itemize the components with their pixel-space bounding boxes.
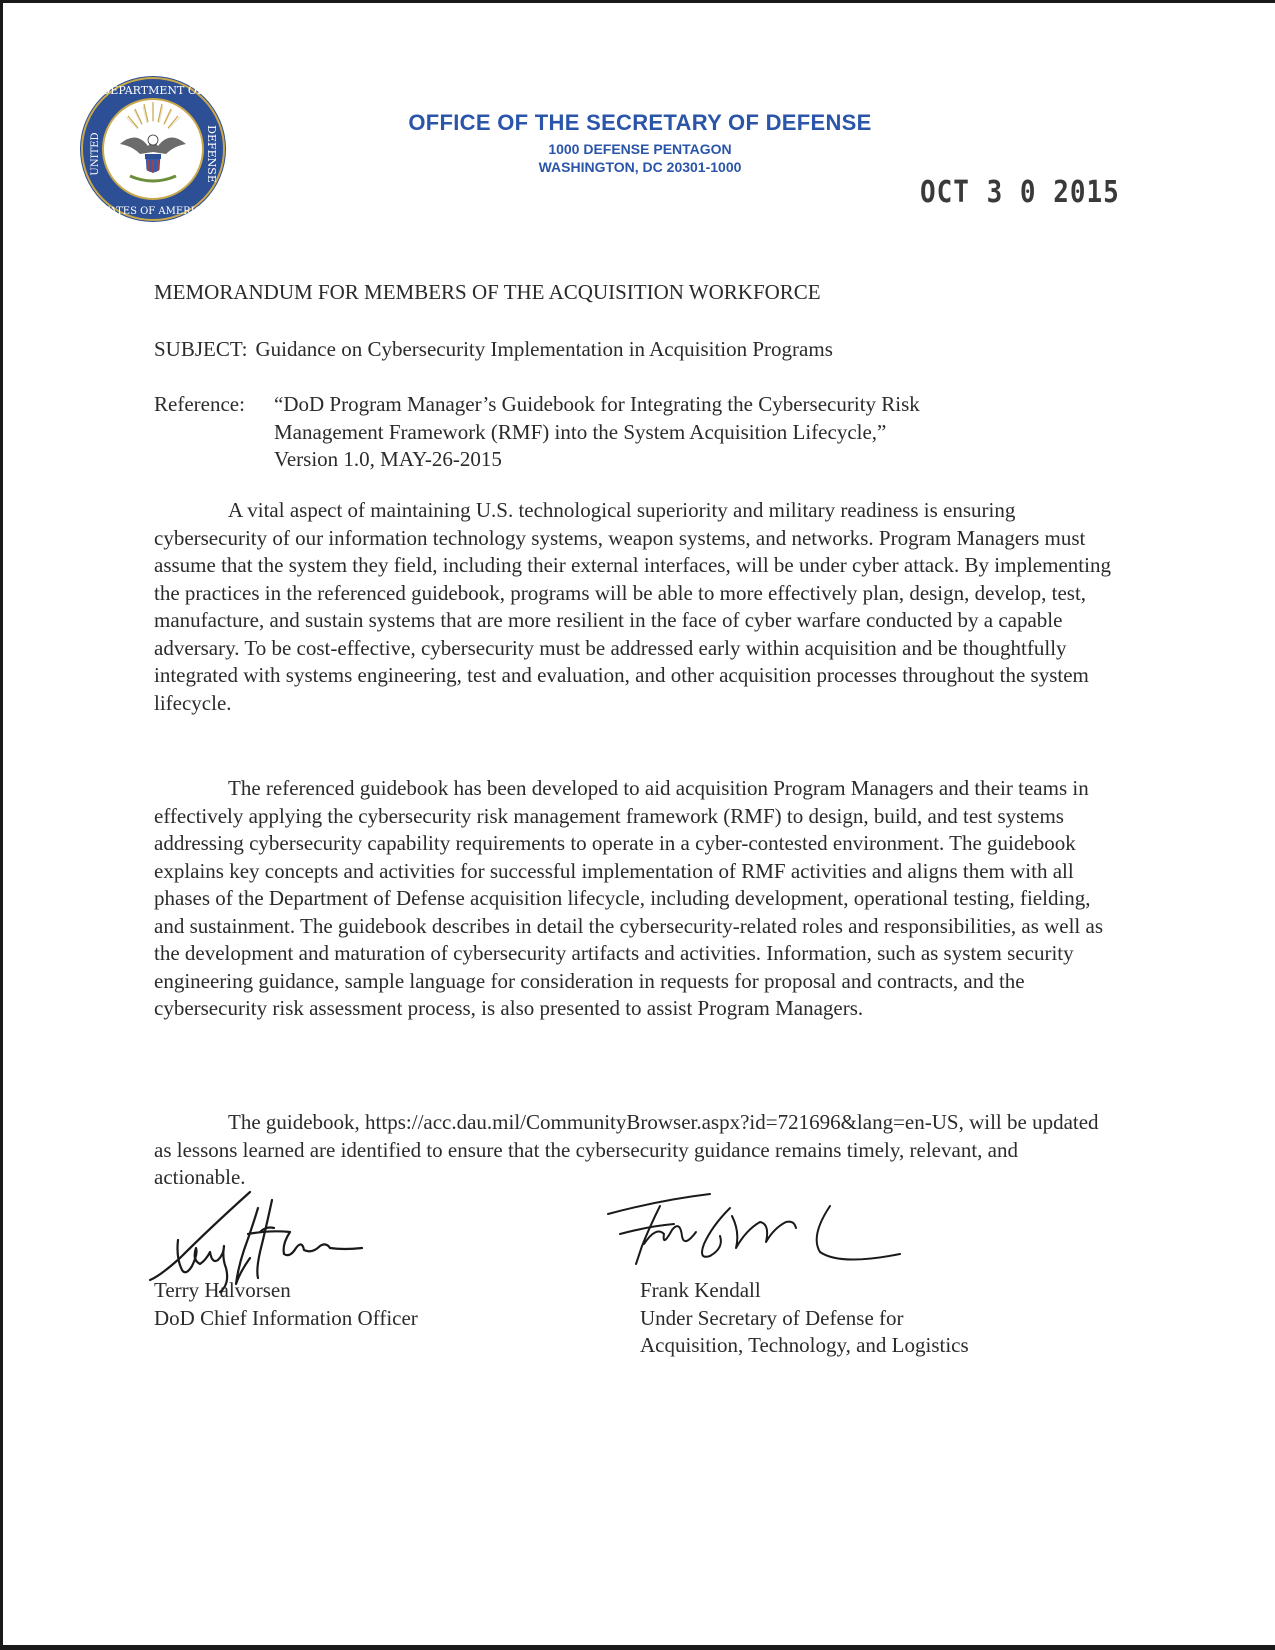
signer-title: Under Secretary of Defense for	[640, 1305, 904, 1330]
address-line-2: WASHINGTON, DC 20301-1000	[538, 159, 742, 175]
svg-text:UNITED: UNITED	[90, 132, 101, 176]
signer-title: Acquisition, Technology, and Logistics	[640, 1333, 969, 1357]
page-border-left	[0, 0, 3, 1650]
body-paragraph: The referenced guidebook has been developed to aid acquisition Program Managers and their teams in effectively applying the cybersecurity risk management framework (RMF) to design, build, and test systems addressing cybersecurity capability requirements to operate in a cyber-contested environment. The guidebook explains key concepts and activities for successful implementation of RMF activities and aligns them with all phases of the Department of Defense acquisition lifecycle, including development, operational testing, fielding, and sustainment. The guidebook describes in detail the cybersecurity-related roles and responsibilities, as well as the development and maturation of cybersecurity artifacts and activities. Information, such as system security engineering guidance, sample language for consideration in requests for proposal and contracts, and the cybersecurity risk assessment process, is also presented to assist Program Managers.	[154, 776, 1104, 1020]
signature-kendall-icon	[600, 1186, 910, 1286]
subject-text: Guidance on Cybersecurity Implementation in Acquisition Programs	[255, 337, 833, 361]
seal-icon	[78, 74, 228, 224]
reference-label: Reference:	[154, 392, 245, 416]
page-border-bottom	[0, 1645, 1275, 1650]
page-border-top	[0, 0, 1275, 3]
body-paragraph: The guidebook, https://acc.dau.mil/CommunityBrowser.aspx?id=721696&lang=en-US, will be updated as lessons learned are identified to ensure that the cybersecurity guidance remains timely, relevant, and actionable.	[154, 1110, 1099, 1189]
date-stamp: OCT 3 0 2015	[920, 175, 1120, 211]
signature-block-kendall	[640, 1277, 969, 1360]
memorandum-for-line: MEMORANDUM FOR MEMBERS OF THE ACQUISITION WORKFORCE	[154, 280, 821, 304]
signer-title: DoD Chief Information Officer	[154, 1305, 418, 1330]
reference-block	[154, 391, 1054, 474]
reference-line: “DoD Program Manager’s Guidebook for Integrating the Cybersecurity Risk	[274, 392, 920, 416]
reference-line: Management Framework (RMF) into the System Acquisition Lifecycle,”	[274, 419, 887, 444]
svg-text:DEFENSE: DEFENSE	[205, 125, 218, 183]
svg-text:STATES OF AMERICA: STATES OF AMERICA	[96, 206, 210, 217]
svg-text:DEPARTMENT OF: DEPARTMENT OF	[101, 84, 205, 97]
reference-line: Version 1.0, MAY-26-2015	[274, 447, 502, 471]
signer-name: Frank Kendall	[640, 1278, 761, 1302]
subject-label: SUBJECT:	[154, 337, 248, 361]
body-paragraph: A vital aspect of maintaining U.S. technological superiority and military readiness is ensuring cybersecurity of our information technology systems, weapon systems, and networks. Program Managers must assume that the system they field, including their external interfaces, will be under cyber attack. By implementing the practices in the referenced guidebook, programs will be able to more effectively plan, design, develop, test, manufacture, and sustain systems that are more resilient in the face of cyber warfare conducted by a capable adversary. To be cost-effective, cybersecurity must be addressed early within acquisition and be thoughtfully integrated with systems engineering, test and evaluation, and other acquisition processes throughout the system lifecycle.	[154, 498, 1111, 715]
letterhead	[340, 110, 940, 176]
office-title: OFFICE OF THE SECRETARY OF DEFENSE	[408, 110, 872, 135]
signature-block-halvorsen	[154, 1277, 418, 1332]
signer-name: Terry Halvorsen	[154, 1278, 291, 1302]
address-line-1: 1000 DEFENSE PENTAGON	[548, 141, 732, 157]
subject-line	[154, 336, 833, 364]
